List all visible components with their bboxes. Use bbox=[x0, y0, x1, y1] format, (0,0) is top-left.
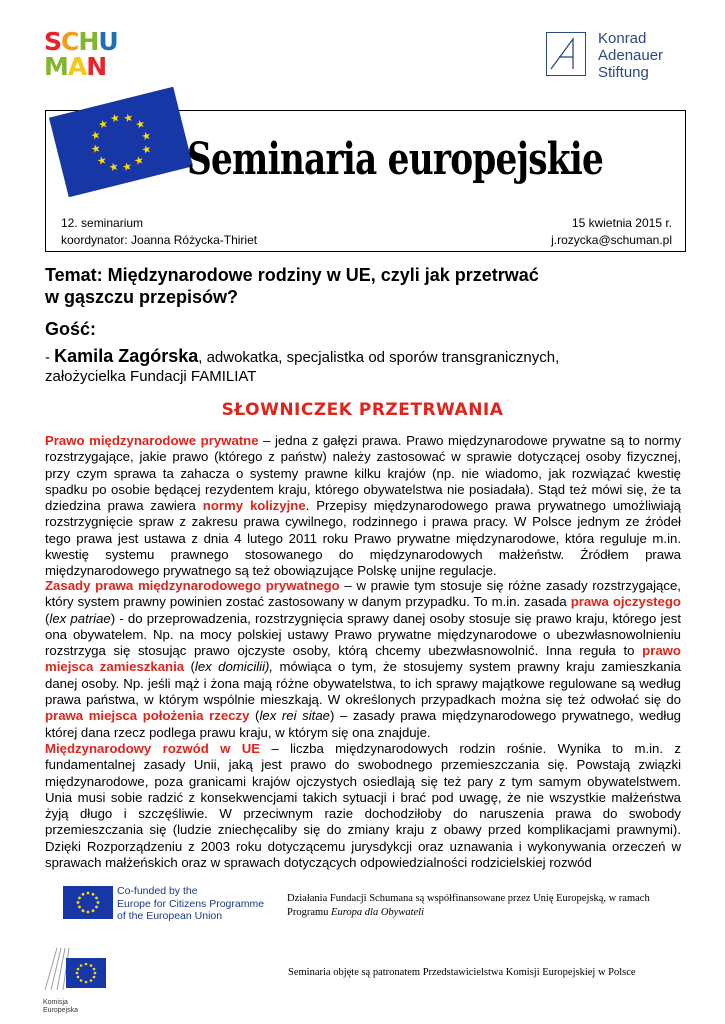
svg-text:★: ★ bbox=[89, 141, 103, 157]
program-name: Europa dla Obywateli bbox=[331, 907, 424, 918]
coordinator: koordynator: Joanna Różycka-Thiriet bbox=[61, 233, 258, 247]
term: Międzynarodowy rozwód w UE bbox=[45, 741, 261, 756]
funding-note-line: Działania Fundacji Schumana są współfinansowane przez Unię Europejską, w ramach bbox=[287, 893, 650, 904]
term: prawa miejsca położenia rzeczy bbox=[45, 708, 250, 724]
seminar-number: 12. seminarium bbox=[61, 216, 144, 230]
funding-note bbox=[287, 892, 650, 920]
guest-name: Kamila Zagórska bbox=[54, 346, 199, 366]
text: ( bbox=[45, 610, 50, 626]
term: normy kolizyjne bbox=[202, 498, 306, 514]
text: ( bbox=[249, 708, 260, 724]
text: mówiąca o tym, że stosujemy system prawny kraju zamieszkania danej osoby. Np. jeśli mąż i żona mają różne obywatelstwa, to ich sprawy majątkowe regulowane są według prawa państwa, w którym wspólnie mieszkają. W określonych przypadkach można się też odwołać się do bbox=[45, 659, 682, 708]
guest-line: - Kamila Zagórska, adwokatka, specjalistka od sporów transgranicznych, bbox=[45, 346, 560, 366]
term: prawa ojczystego bbox=[570, 594, 681, 610]
schuman-logo bbox=[44, 27, 118, 82]
kas-line-1: Konrad bbox=[598, 30, 647, 47]
svg-text:★: ★ bbox=[96, 116, 110, 132]
text: . Przepisy międzynarodowego prawa prywatnego umożliwiają rozstrzygnięcie spraw z zakresu prawa cywilnego, rodzinnego i prawa pracy. W Polsce jednym ze źródeł tego prawa jest ustawa z dnia 4 lutego 2011 roku Prawo prywatne międzynarodowe, która reguluje m.in. kwestię systemu prawnego stosowanego do międzynarodowych małżeństw. Źródłem prawa międzynarodowego prywatnego są też obowiązujące Polskę unijne regulacje. bbox=[45, 498, 681, 579]
commission-building-icon bbox=[43, 944, 113, 994]
topic-line-2: w gąszczu przepisów? bbox=[45, 287, 239, 307]
text: – jedna z gałęzi prawa. Prawo międzynarodowe prywatne są to normy rozstrzygające, jakie prawo (którego z państw) należy zastosować w sprawie dotyczącej osoby fizycznej, przy czym sprawa ta zahacza o systemy prawne kilku krajów (np. nie wiadomo, jak rozwiązać kwestię spadku po osobie będącej rezydentem kraju, którego obywatelstwa nie posiadała). Stąd też mówi się, że ta dziedzina prawa zawiera bbox=[45, 433, 681, 514]
topic-line-1: Temat: Międzynarodowe rodziny w UE, czyli jak przetrwać bbox=[45, 265, 539, 285]
cofund-line: Co-funded by the bbox=[117, 885, 198, 897]
svg-text:★: ★ bbox=[139, 128, 153, 144]
commission-label: Komisja bbox=[43, 999, 68, 1006]
svg-text:★: ★ bbox=[108, 110, 122, 126]
svg-text:★: ★ bbox=[107, 159, 121, 175]
svg-text:★: ★ bbox=[140, 142, 153, 158]
text: ) – zasady prawa międzynarodowego prywatnego, według której dana rzecz podlega prawu kraju, w którym się ona znajduje. bbox=[45, 708, 681, 740]
paragraph-principles bbox=[45, 578, 681, 741]
paragraph-private-international-law bbox=[45, 433, 681, 580]
kas-line-2: Adenauer bbox=[598, 47, 664, 64]
term: Prawo międzynarodowe prywatne bbox=[45, 433, 259, 448]
text: – liczba międzynarodowych rodzin rośnie. Wynika to m.in. z fundamentalnej zasady Unii, jaką jest prawo do swobodnego przemieszczania się. Powstają związki międzynarodowe, poza granicami krajów ojczystych osiedlają się też pary z tym samym obywatelstwem. Unia musi sobie radzić z konsekwencjami takich sytuacji i brać pod uwagę, że nie wszystkie małżeństwa żyją długo i szczęśliwie. W przeciwnym razie dochodziłoby do naruszenia prawa do swobody przemieszczania się (ludzie zniechęcaliby się do zmiany kraju z obawy przed komplikacjami prawnymi). Dzięki Rozporządzeniu z 2003 roku dotyczącemu jurysdykcji oraz uznawania i wykonywania orzeczeń w sprawach małżeńskich oraz w sprawach dotyczących odpowiedzialności rodzicielskiej rozwód bbox=[45, 741, 681, 871]
patronage-note: Seminaria objęte są patronatem Przedstawicielstwa Komisji Europejskiej w Polsce bbox=[288, 967, 636, 978]
cofund-text bbox=[117, 885, 264, 923]
svg-text:★: ★ bbox=[95, 153, 109, 169]
funding-note-text: Programu bbox=[287, 907, 332, 918]
svg-text:★: ★ bbox=[122, 110, 135, 126]
cofund-line: Europe for Citizens Programme bbox=[117, 897, 265, 910]
coordinator-email[interactable]: j.rozycka@schuman.pl bbox=[551, 233, 672, 247]
guest-label: Gość: bbox=[45, 319, 97, 339]
term: Zasady prawa międzynarodowego prywatnego bbox=[45, 578, 340, 593]
svg-text:★: ★ bbox=[120, 159, 134, 175]
guest-description: , adwokatka, specjalistka od sporów transgranicznych, bbox=[198, 349, 560, 366]
seminar-date: 15 kwietnia 2015 r. bbox=[571, 216, 672, 230]
page-title: Seminaria europejskie bbox=[187, 134, 604, 185]
kas-logo bbox=[546, 30, 696, 82]
schuman-logo-top: SCHU bbox=[44, 27, 118, 56]
paragraph-international-divorce bbox=[45, 741, 681, 871]
latin-term: lex rei sitae bbox=[259, 708, 330, 724]
svg-text:★: ★ bbox=[132, 153, 146, 169]
text: ) - do przeprowadzenia, rozstrzygnięcia sprawy danej osoby stosuje się prawo kraju, którego jest ona obywatelem. Np. na mocy polskiej ustawy Prawo prywatne międzynarodowe o ubezwłasnowolnieniu rozstrzyga się stosując prawo ojczyste osoby, którą chcemy ubezwłasnowolnić. Inna reguła to bbox=[45, 610, 681, 659]
commission-label: Europejska bbox=[43, 1007, 79, 1014]
cofund-line: of the European Union bbox=[117, 910, 223, 922]
eu-cofund-flag-icon bbox=[63, 886, 113, 919]
svg-text:★: ★ bbox=[89, 127, 103, 143]
term: prawo miejsca zamieszkania bbox=[45, 643, 681, 675]
latin-term: lex patriae bbox=[49, 610, 111, 626]
schuman-logo-bottom: MAN bbox=[44, 52, 107, 81]
guest-foundation: założycielka Fundacji FAMILIAT bbox=[45, 368, 257, 385]
text: – w prawie tym stosuje się różne zasady rozstrzygające, który system prawny powinien zostać zastosowany w danym przypadku. To m.in. zasada bbox=[45, 578, 681, 610]
european-commission-logo bbox=[43, 944, 113, 1014]
kas-mark-icon bbox=[546, 32, 586, 76]
svg-text:★: ★ bbox=[133, 116, 147, 132]
section-title: SŁOWNICZEK PRZETRWANIA bbox=[221, 400, 504, 420]
kas-line-3: Stiftung bbox=[598, 64, 649, 81]
latin-term: lex domicilii), bbox=[194, 659, 274, 675]
text: ( bbox=[184, 659, 195, 675]
